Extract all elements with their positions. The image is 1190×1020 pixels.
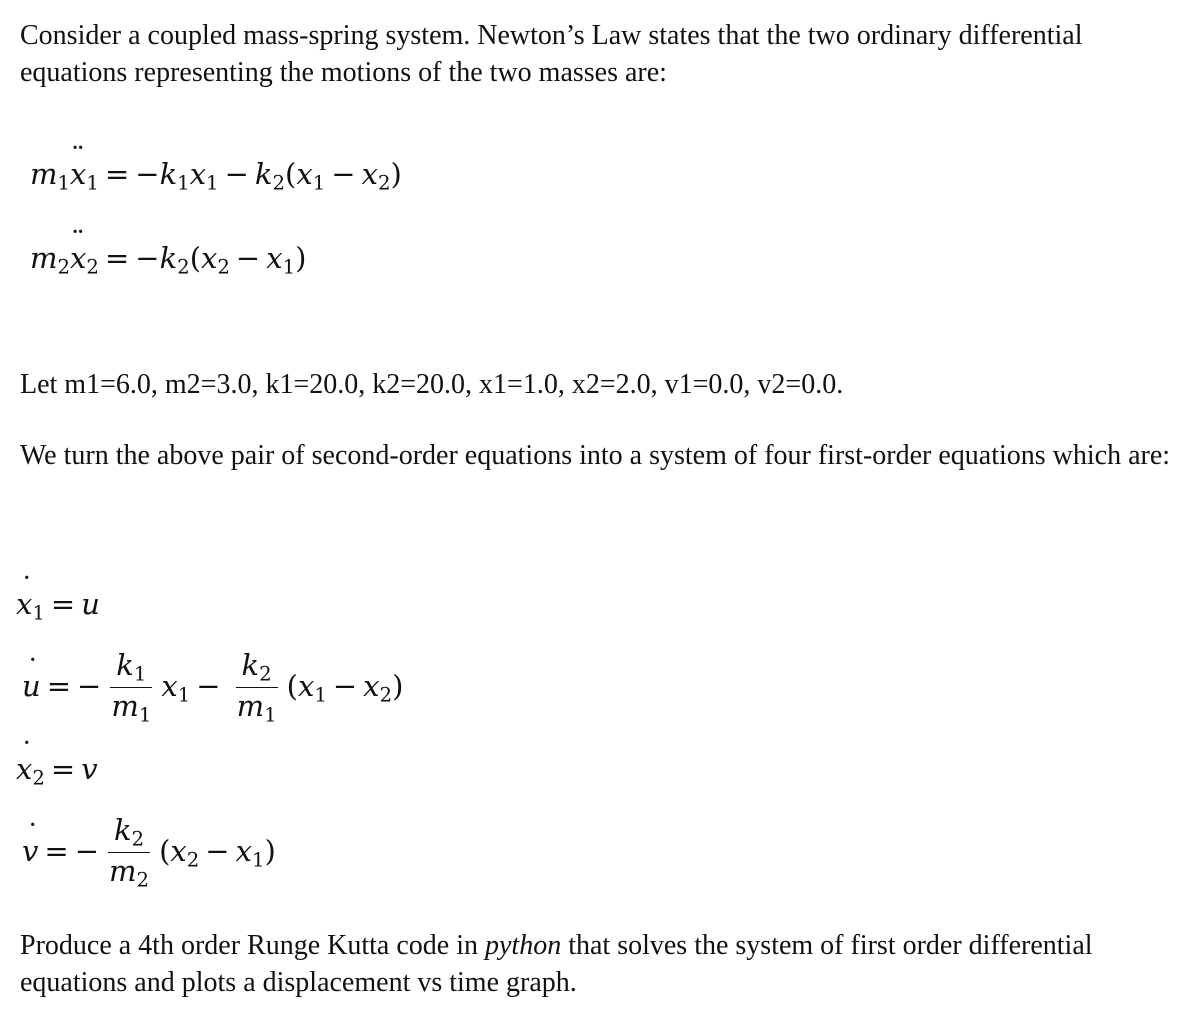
equation-x2-dot: ˙ $x_2 = v$ [16, 755, 98, 788]
equation-v-dot: ˙ v = − $\frac{k_2}{m_2}$ $(x_2 - x_1)$ [22, 815, 276, 891]
equation-u-dot: ˙ u = − $\frac{k_1}{m_1}$ $x_1$ − $\frac{k_2}{m_1}$ $(x_1 - x_2)$ [22, 650, 403, 726]
intro-paragraph: Consider a coupled mass-spring system. Newton’s Law states that the two ordinary differential equations representing the motions of the two masses are: [20, 20, 1083, 88]
equation-x1-dot: ˙ $x_1 = u$ [16, 590, 100, 623]
parameters-paragraph: Let m1=6.0, m2=3.0, k1=20.0, k2=20.0, x1=1.0, x2=2.0, v1=0.0, v2=0.0. [20, 369, 844, 400]
task-text-before: Produce a 4th order Runge Kutta code in [20, 930, 485, 961]
equation-newton-mass-1: $m_1¨$ $x_1 = -k_1x_1 - k_2(x_1 - x_2)$ [30, 160, 402, 193]
first-order-intro-paragraph: We turn the above pair of second-order equations into a system of four first-order equations which are: [20, 440, 1171, 471]
equation-newton-mass-2: $m_2¨$ $x_2 = -k_2(x_2 - x_1)$ [30, 244, 306, 277]
task-language-emphasis: python [484, 930, 562, 961]
task-paragraph [20, 927, 1180, 1001]
task-text-after: that solves the system of first order differential equations and plots a displacement vs time graph. [20, 930, 1093, 998]
